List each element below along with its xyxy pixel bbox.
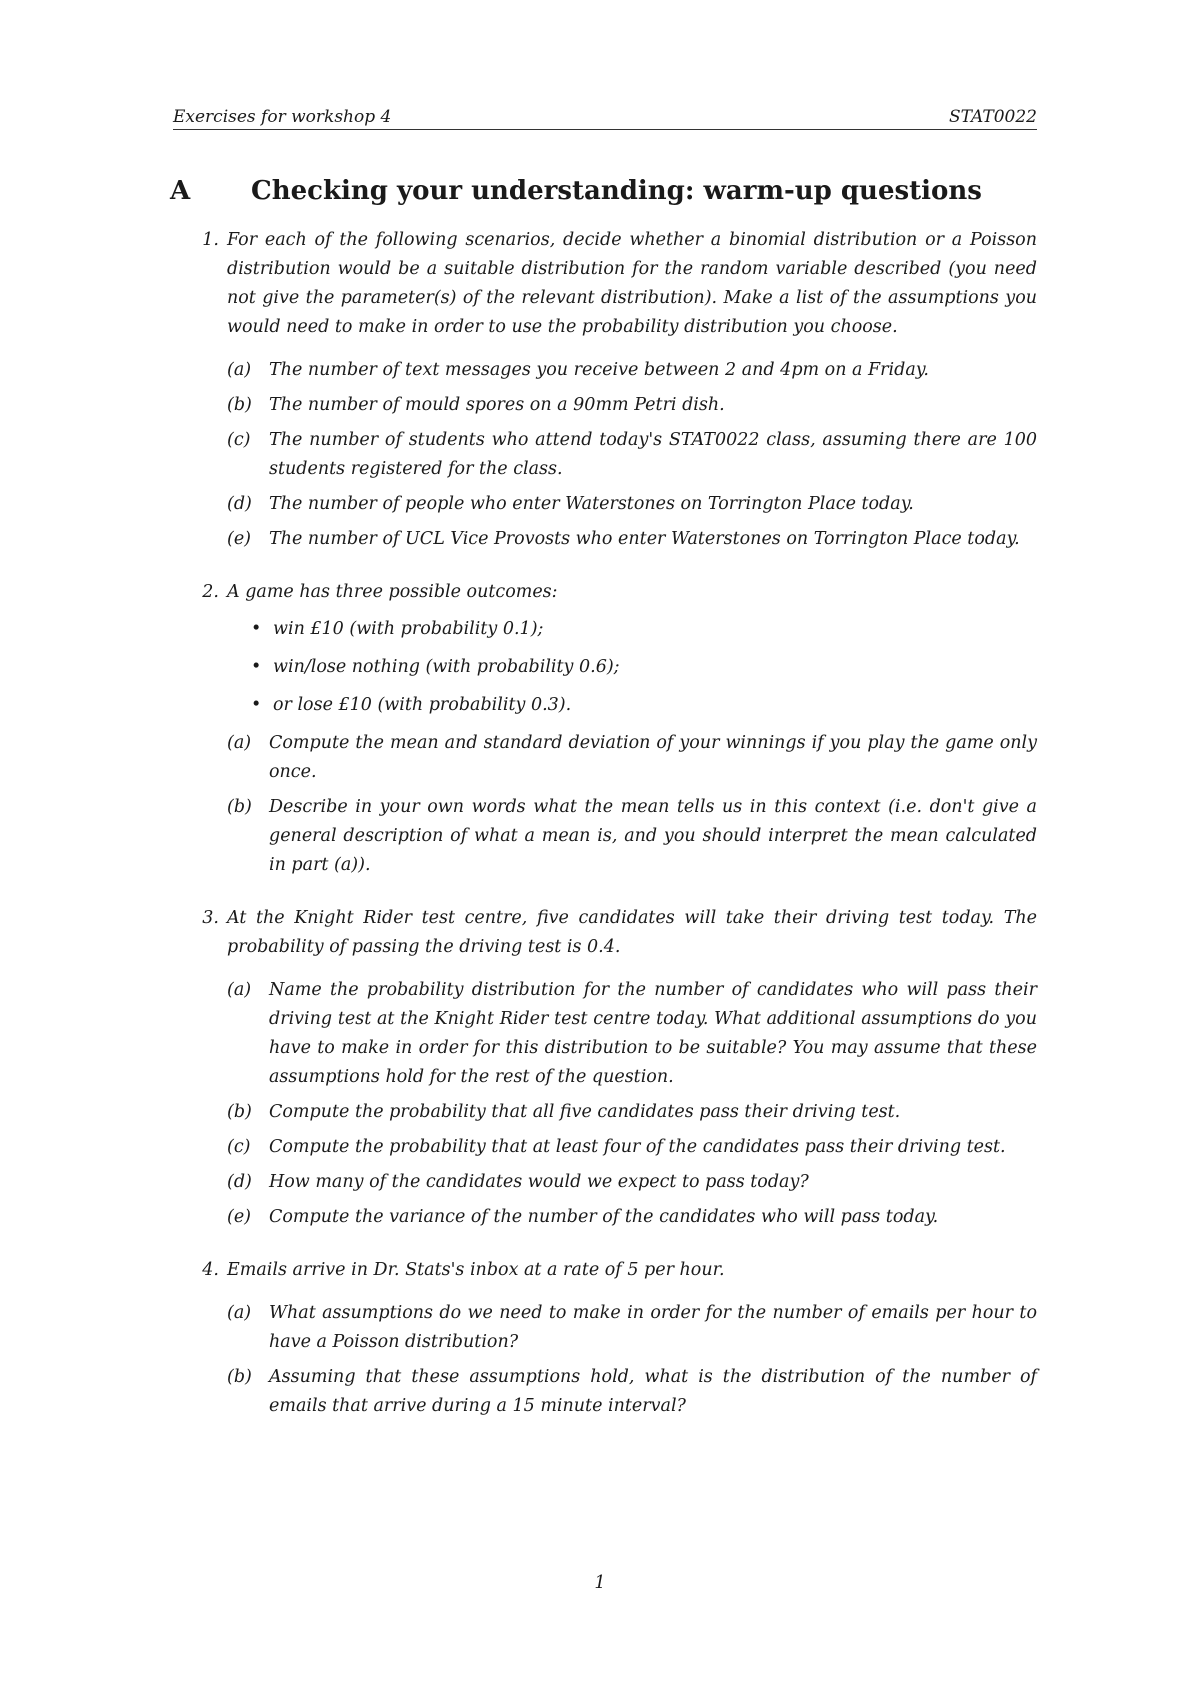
part-label: (a) bbox=[227, 1303, 252, 1323]
part-text: Assuming that these assumptions hold, what is the distribution of the number of emails that arrive during a 15 minute interval? bbox=[269, 1367, 1037, 1416]
question-text: For each of the following scenarios, decide whether a binomial distribution or a Poisson distribution would be a suitable distribution for the random variable described (you need not give the parameter(s) of the relevant distribution). Make a list of the assumptions you would need to make in order to use the probability distribution you choose. bbox=[227, 230, 1037, 337]
question-3 bbox=[173, 904, 1037, 1238]
outcome-item bbox=[227, 615, 1037, 644]
bullet-icon: • bbox=[251, 657, 262, 677]
part-label: (b) bbox=[227, 1367, 252, 1387]
part-label: (d) bbox=[227, 1172, 252, 1192]
header-course-code: STAT0022 bbox=[948, 107, 1037, 127]
part-label: (a) bbox=[227, 360, 252, 380]
part-text: Name the probability distribution for the number of candidates who will pass their driving test at the Knight Rider test centre today. What additional assumptions do you have to make in order for this distribution to be suitable? You may assume that these assumptions hold for the rest of the question. bbox=[269, 980, 1037, 1087]
part-text: The number of students who attend today's STAT0022 class, assuming there are 100 students registered for the class. bbox=[269, 430, 1037, 479]
question-part bbox=[227, 525, 1037, 554]
question-part bbox=[227, 976, 1037, 1092]
question-part bbox=[227, 793, 1037, 880]
part-text: The number of mould spores on a 90mm Petri dish. bbox=[269, 395, 725, 415]
question-list bbox=[173, 226, 1037, 1427]
question-1 bbox=[173, 226, 1037, 560]
question-part bbox=[227, 1203, 1037, 1232]
bullet-icon: • bbox=[251, 619, 262, 639]
part-text: The number of text messages you receive between 2 and 4pm on a Friday. bbox=[269, 360, 929, 380]
part-text: What assumptions do we need to make in order for the number of emails per hour to have a Poisson distribution? bbox=[269, 1303, 1037, 1352]
part-text: The number of people who enter Waterstones on Torrington Place today. bbox=[269, 494, 914, 514]
part-label: (b) bbox=[227, 1102, 252, 1122]
question-number: 2. bbox=[202, 582, 219, 602]
question-number: 1. bbox=[202, 230, 219, 250]
outcome-text: win/lose nothing (with probability 0.6); bbox=[273, 657, 620, 677]
part-text: Describe in your own words what the mean tells us in this context (i.e. don't give a general description of what a mean is, and you should interpret the mean calculated in part (a)). bbox=[269, 797, 1037, 875]
part-text: Compute the probability that at least four of the candidates pass their driving test. bbox=[269, 1137, 1006, 1157]
section-title: Checking your understanding: warm-up questions bbox=[251, 176, 982, 206]
question-parts bbox=[227, 976, 1037, 1232]
question-number: 3. bbox=[202, 908, 219, 928]
section-letter: A bbox=[170, 176, 191, 206]
part-label: (c) bbox=[227, 1137, 251, 1157]
question-text: A game has three possible outcomes: bbox=[227, 582, 558, 602]
question-part bbox=[227, 391, 1037, 420]
part-label: (c) bbox=[227, 430, 251, 450]
question-part bbox=[227, 490, 1037, 519]
outcome-list bbox=[227, 615, 1037, 720]
question-part bbox=[227, 356, 1037, 385]
question-text: Emails arrive in Dr. Stats's inbox at a rate of 5 per hour. bbox=[227, 1260, 725, 1280]
question-parts bbox=[227, 1299, 1037, 1421]
question-parts bbox=[227, 356, 1037, 554]
part-text: The number of UCL Vice Provosts who enter Waterstones on Torrington Place today. bbox=[269, 529, 1020, 549]
part-label: (e) bbox=[227, 529, 252, 549]
outcome-text: or lose £10 (with probability 0.3). bbox=[273, 695, 572, 715]
section-heading bbox=[170, 174, 982, 208]
outcome-item bbox=[227, 691, 1037, 720]
part-label: (b) bbox=[227, 797, 252, 817]
part-text: Compute the probability that all five candidates pass their driving test. bbox=[269, 1102, 901, 1122]
part-label: (b) bbox=[227, 395, 252, 415]
header-course-title: Exercises for workshop 4 bbox=[173, 107, 392, 127]
part-text: Compute the variance of the number of the candidates who will pass today. bbox=[269, 1207, 939, 1227]
part-text: Compute the mean and standard deviation of your winnings if you play the game only once. bbox=[269, 733, 1037, 782]
question-part bbox=[227, 1299, 1037, 1357]
question-text: At the Knight Rider test centre, five candidates will take their driving test today. The probability of passing the driving test is 0.4. bbox=[227, 908, 1037, 957]
part-label: (e) bbox=[227, 1207, 252, 1227]
question-2 bbox=[173, 578, 1037, 886]
question-parts bbox=[227, 729, 1037, 880]
question-part bbox=[227, 1098, 1037, 1127]
part-label: (a) bbox=[227, 733, 252, 753]
question-4 bbox=[173, 1256, 1037, 1427]
question-part bbox=[227, 1133, 1037, 1162]
question-part bbox=[227, 426, 1037, 484]
part-text: How many of the candidates would we expect to pass today? bbox=[269, 1172, 809, 1192]
outcome-item bbox=[227, 653, 1037, 682]
part-label: (d) bbox=[227, 494, 252, 514]
question-number: 4. bbox=[202, 1260, 219, 1280]
part-label: (a) bbox=[227, 980, 252, 1000]
question-part bbox=[227, 729, 1037, 787]
page-number: 1 bbox=[594, 1573, 606, 1593]
question-part bbox=[227, 1168, 1037, 1197]
running-header bbox=[173, 106, 1037, 130]
outcome-text: win £10 (with probability 0.1); bbox=[273, 619, 544, 639]
question-part bbox=[227, 1363, 1037, 1421]
bullet-icon: • bbox=[251, 695, 262, 715]
